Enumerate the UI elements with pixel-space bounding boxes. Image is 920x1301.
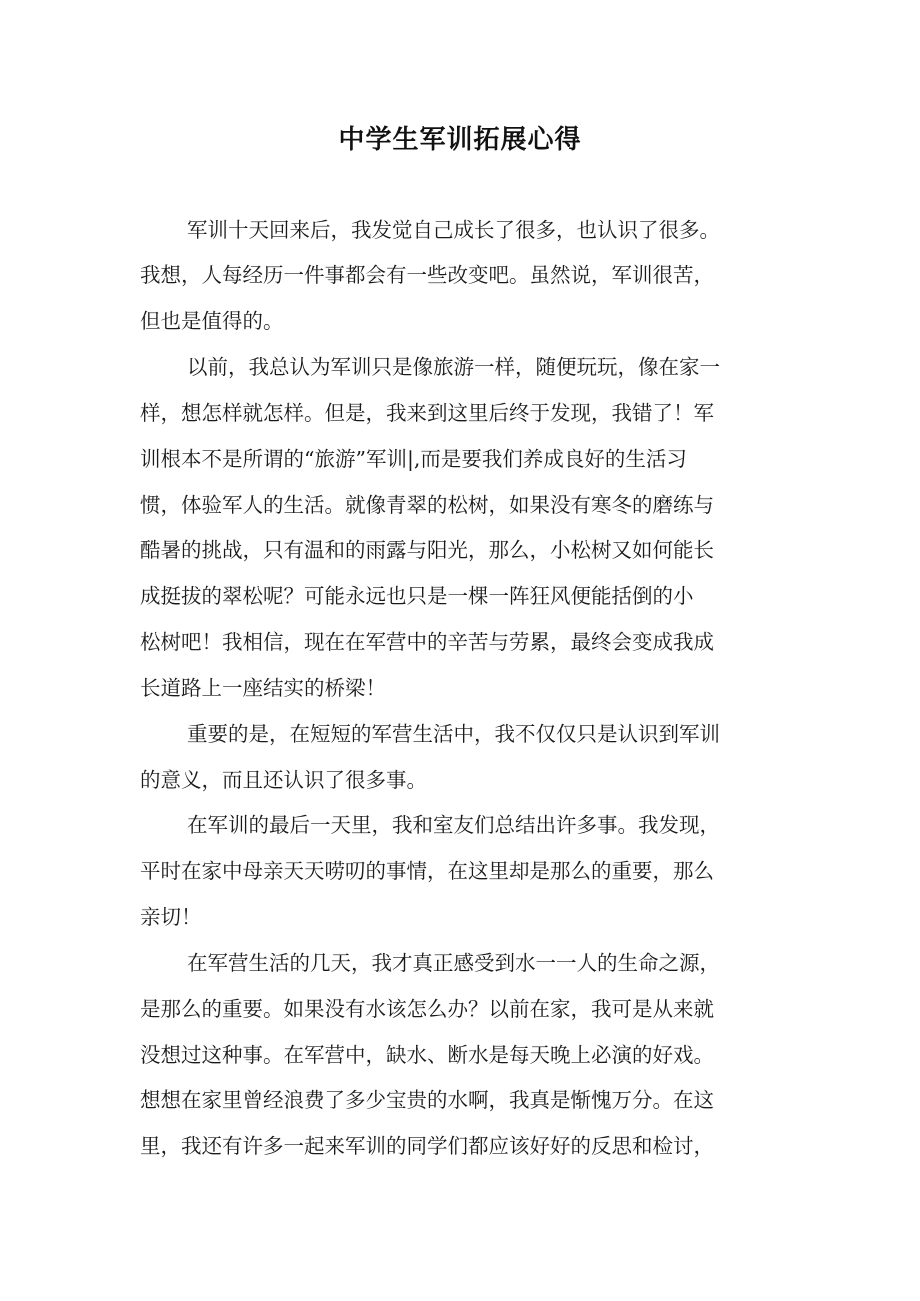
paragraph-line: 平时在家中母亲天天唠叨的事情，在这里却是那么的重要，那么 [140, 859, 714, 883]
paragraph-line: 松树吧！我相信，现在在军营中的辛苦与劳累，最终会变成我成 [140, 630, 714, 654]
paragraph-line: 军训十天回来后，我发觉自己成长了很多，也认识了很多。 [187, 218, 720, 242]
paragraph-line: 在军训的最后一天里，我和室友们总结出许多事。我发现， [187, 813, 720, 837]
paragraph-line: 重要的是，在短短的军营生活中，我不仅仅只是认识到军训 [187, 722, 720, 746]
paragraph-line: 想想在家里曾经浪费了多少宝贵的水啊，我真是惭愧万分。在这 [140, 1088, 714, 1112]
paragraph-line: 惯，体验军人的生活。就像青翠的松树，如果没有寒冬的磨练与 [140, 493, 714, 517]
paragraph-line: 以前，我总认为军训只是像旅游一样，随便玩玩，像在家一 [187, 355, 720, 379]
paragraph-line: 亲切！ [140, 905, 202, 929]
document-title: 中学生军训拓展心得 [338, 125, 582, 155]
paragraph-line: 训根本不是所谓的“旅游”军训|,而是要我们养成良好的生活习 [140, 447, 687, 471]
paragraph-line: 在军营生活的几天，我才真正感受到水一一人的生命之源， [187, 951, 720, 975]
paragraph-line: 没想过这种事。在军营中，缺水、断水是每天晚上必演的好戏。 [140, 1043, 714, 1067]
paragraph-line: 但也是值得的。 [140, 309, 284, 333]
paragraph-line: 的意义，而且还认识了很多事。 [140, 768, 427, 792]
paragraph-line: 酷暑的挑战，只有温和的雨露与阳光，那么，小松树又如何能长 [140, 538, 714, 562]
paragraph-line: 我想，人每经历一件事都会有一些改变吧。虽然说，军训很苦， [140, 263, 714, 287]
paragraph-line: 样，想怎样就怎样。但是，我来到这里后终于发现，我错了！军 [140, 401, 714, 425]
paragraph-line: 长道路上一座结实的桥梁！ [140, 676, 386, 700]
paragraph-line: 成挺拔的翠松呢？可能永远也只是一棵一阵狂风便能括倒的小 [140, 584, 694, 608]
paragraph-line: 是那么的重要。如果没有水该怎么办？以前在家，我可是从来就 [140, 997, 714, 1021]
paragraph-line: 里，我还有许多一起来军训的同学们都应该好好的反思和检讨， [140, 1134, 714, 1158]
